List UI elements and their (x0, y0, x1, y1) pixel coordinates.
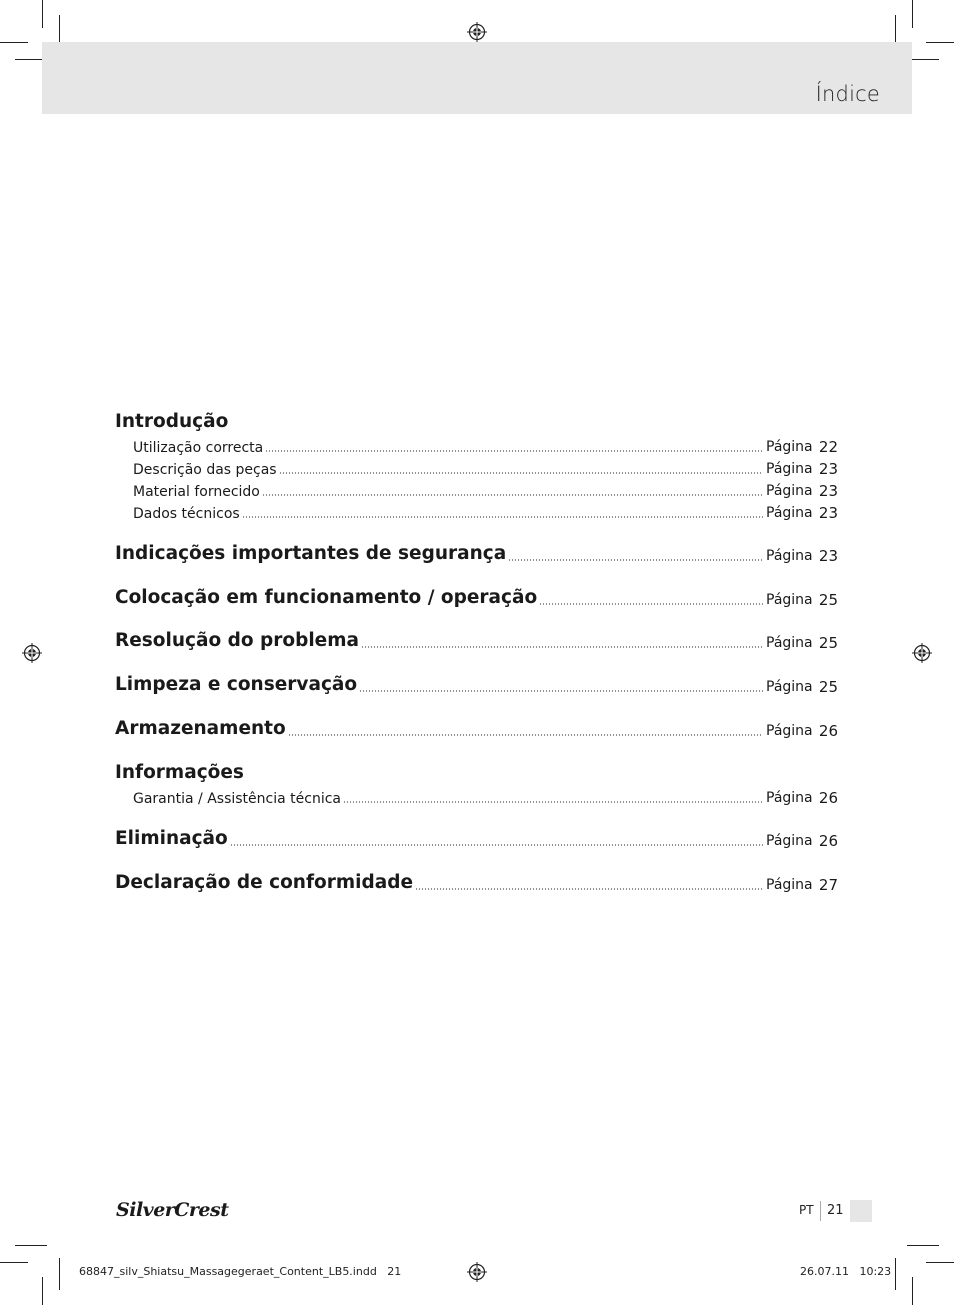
toc-section-heading[interactable]: Informações (115, 762, 244, 783)
language-code: PT (799, 1203, 814, 1217)
toc-section[interactable] (115, 542, 838, 566)
print-timestamp: 26.07.11 10:23 (800, 1265, 892, 1278)
page-number: 23 (818, 482, 838, 500)
page-label: Página (766, 461, 813, 477)
toc-entry[interactable] (133, 455, 838, 479)
page-number: 23 (818, 504, 838, 522)
crop-mark (895, 1258, 896, 1290)
dot-leader (343, 801, 763, 803)
page-number-footer: 21 (827, 1203, 844, 1218)
page-label: Página (766, 679, 813, 695)
dot-leader (230, 844, 763, 846)
toc-section-heading: Declaração de conformidade (115, 872, 413, 893)
crop-mark (42, 0, 43, 28)
page-title: Índice (815, 82, 880, 106)
toc-section[interactable] (115, 827, 838, 851)
dot-leader (242, 516, 763, 518)
dot-leader (265, 450, 763, 452)
page-label: Página (766, 548, 813, 564)
crop-mark (912, 1277, 913, 1305)
page-number: 23 (818, 547, 838, 565)
page-number: 25 (818, 591, 838, 609)
crop-mark (42, 1277, 43, 1305)
crop-mark (0, 1262, 28, 1263)
footer-divider (820, 1201, 821, 1221)
toc-entry[interactable] (133, 477, 838, 501)
toc-section[interactable] (115, 629, 838, 653)
page-number: 23 (818, 460, 838, 478)
dot-leader (288, 734, 763, 736)
header-band (42, 42, 912, 114)
file-slug: 68847_silv_Shiatsu_Massagegeraet_Content_LB5.indd 21 (79, 1265, 402, 1278)
crop-mark (926, 1262, 954, 1263)
page-label: Página (766, 592, 813, 608)
toc-section-heading: Armazenamento (115, 718, 286, 739)
toc-section-heading: Indicações importantes de segurança (115, 543, 507, 564)
toc-section[interactable] (115, 871, 838, 895)
page-number: 22 (818, 438, 838, 456)
crop-mark (926, 42, 954, 43)
dot-leader (508, 559, 763, 561)
page-number: 27 (818, 876, 838, 894)
toc-entry-label: Material fornecido (133, 484, 260, 500)
registration-mark-icon (467, 1262, 487, 1282)
page-label: Página (766, 635, 813, 651)
toc-section[interactable] (115, 717, 838, 741)
page-label: Página (766, 877, 813, 893)
dot-leader (359, 690, 763, 692)
toc-section-heading: Colocação em funcionamento / operação (115, 587, 538, 608)
crop-mark (907, 1245, 939, 1246)
toc-entry-label: Descrição das peças (133, 462, 277, 478)
page-label: Página (766, 505, 813, 521)
toc-entry[interactable] (133, 433, 838, 457)
page-label: Página (766, 833, 813, 849)
page-label: Página (766, 439, 813, 455)
crop-mark (912, 0, 913, 28)
crop-mark (15, 1245, 47, 1246)
toc-section-heading[interactable]: Introdução (115, 411, 229, 432)
page-number: 25 (818, 634, 838, 652)
registration-mark-icon (912, 643, 932, 663)
dot-leader (539, 603, 763, 605)
registration-mark-icon (22, 643, 42, 663)
toc-entry-label: Utilização correcta (133, 440, 264, 456)
page-number: 26 (818, 789, 838, 807)
dot-leader (361, 646, 763, 648)
page-number: 26 (818, 722, 838, 740)
toc-section-heading: Eliminação (115, 828, 228, 849)
toc-section-heading: Limpeza e conservação (115, 674, 358, 695)
toc-entry-label: Dados técnicos (133, 506, 240, 522)
footer-tab (850, 1200, 872, 1222)
page-number: 26 (818, 832, 838, 850)
crop-mark (0, 42, 28, 43)
toc-entry[interactable] (133, 499, 838, 523)
page-label: Página (766, 723, 813, 739)
page-label: Página (766, 790, 813, 806)
page-label: Página (766, 483, 813, 499)
toc-section-heading: Resolução do problema (115, 630, 359, 651)
dot-leader (279, 472, 763, 474)
brand-logo: SilverCrest (116, 1199, 229, 1221)
toc-entry-label: Garantia / Assistência técnica (133, 791, 341, 807)
dot-leader (262, 494, 763, 496)
page-number: 25 (818, 678, 838, 696)
dot-leader (415, 888, 763, 890)
toc-entry[interactable] (133, 784, 838, 808)
toc-section[interactable] (115, 586, 838, 610)
registration-mark-icon (467, 22, 487, 42)
crop-mark (59, 1258, 60, 1290)
toc-section[interactable] (115, 673, 838, 697)
